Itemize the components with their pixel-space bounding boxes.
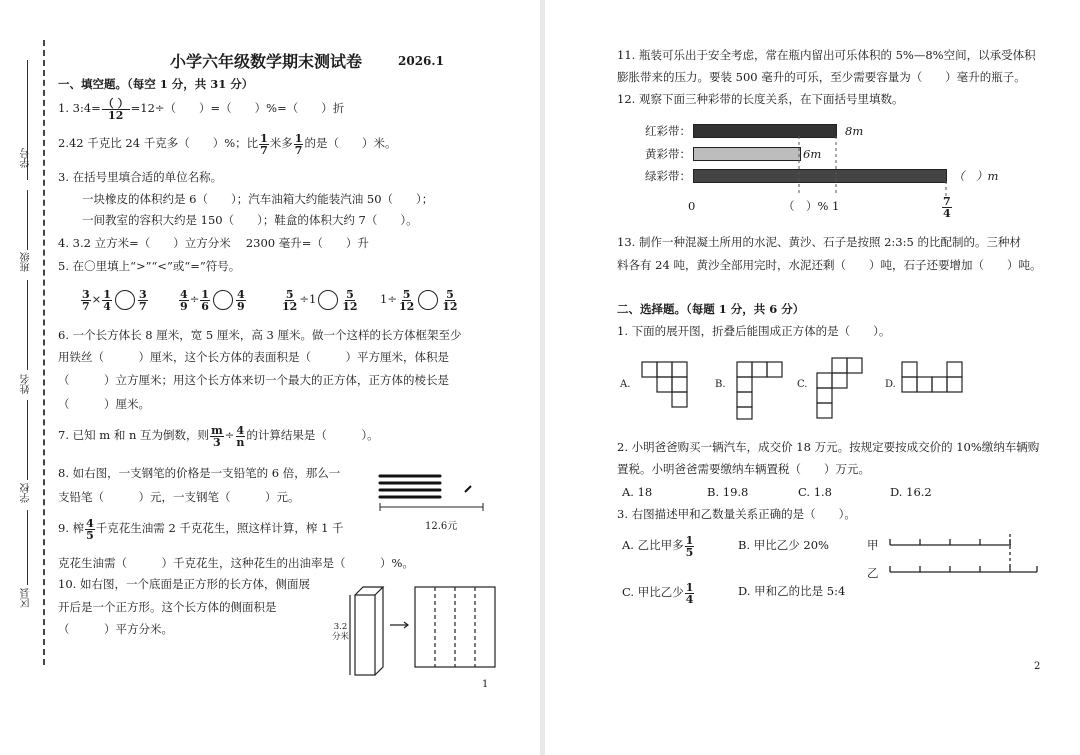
q5-3-frac-a [281,289,298,312]
q5-4-frac-a [398,289,415,312]
q5-2-b-num: 1 [201,287,209,301]
choice-2-option-a[interactable]: A. 18 [622,485,653,499]
c3-a-den: 5 [685,545,694,559]
q9-f-num: 4 [86,516,94,530]
q5-3-a-num: 5 [285,287,294,301]
axis-percent: （ ）% [783,199,829,213]
q7-fraction-2 [235,425,245,448]
question-10-line-3: （ ）平方分米。 [58,622,173,636]
choice-3-option-d[interactable]: D. 甲和乙的比是 5:4 [738,584,846,598]
question-9-line-1 [58,513,344,543]
ribbon-value-red: 8m [845,124,864,138]
net-d-figure [900,360,980,410]
q5-4-c-den: 12 [442,299,458,313]
choice-1-option-c[interactable]: C. [797,379,808,390]
exam-title: 小学六年级数学期末测试卷 [170,52,363,71]
axis-one: 1 [832,199,840,213]
net-c-figure [815,356,875,422]
answer-circle[interactable] [418,290,438,310]
choice-1-option-a[interactable]: A. [620,379,631,390]
q5-compare-4 [380,284,460,314]
q7-f2-num: 4 [236,423,245,437]
axis-f-num: 7 [943,195,951,208]
q5-1-b-den: 4 [103,299,111,313]
q5-4-a-num: 5 [402,287,411,301]
q7-fraction-1 [210,425,224,448]
q5-4-c-num: 5 [446,287,454,301]
q7-f2-den: n [236,435,245,449]
q9-fraction [85,518,95,541]
q2-f2-den: 7 [294,143,303,157]
question-5: 5. 在〇里填上“>”“<”或“=”符号。 [58,259,241,273]
q5-2-a-num: 4 [180,287,188,301]
choice-2-line-1: 2. 小明爸爸购买一辆汽车，成交价 18 万元。按规定要按成交价的 10%缴纳车辆购 [617,440,1040,454]
answer-circle[interactable] [115,290,135,310]
q2-f2-num: 1 [294,131,303,145]
pencil-icon [465,486,471,492]
question-8-line-1: 8. 如右图，一支钢笔的价格是一支铅笔的 6 倍，那么一 [58,466,341,480]
q2-text-a: 2.42 千克比 24 千克多（ ）%；比 [58,136,259,150]
question-2 [58,130,396,156]
q5-1-b-num: 1 [103,287,111,301]
question-9-line-2: 克花生油需（ ）千克花生，这种花生的出油率是（ ）%。 [58,556,414,570]
q7-f1-num: m [211,423,223,437]
q1-text-b: =12÷（ ）=（ ）%=（ ）折 [130,101,345,115]
unfolded-square [415,587,495,667]
choice-3: 3. 右图描述甲和乙数量关系正确的是（ ）。 [617,507,856,521]
question-13-line-2: 料各有 24 吨，黄沙全部用完时，水泥还剩（ ）吨，石子还要增加（ ）吨。 [617,258,1042,272]
q2-f1-num: 1 [260,131,268,145]
q5-3-c-den: 12 [342,299,358,313]
question-3: 3. 在括号里填合适的单位名称。 [58,170,223,184]
c3-c-den: 4 [685,592,694,606]
axis-fraction [941,196,953,219]
q5-3-frac-c [341,289,358,312]
question-7 [58,421,379,449]
q5-2-a-den: 9 [180,299,188,313]
q9-text-b: 千克花生油需 2 千克花生，照这样计算，榨 1 千 [95,521,344,535]
name-label: 姓名 [21,374,32,394]
q5-2-b-den: 6 [201,299,209,313]
cut-line [43,40,45,665]
page-number: 2 [1034,661,1041,672]
q9-f-den: 5 [86,528,94,542]
q7-op: ÷ [224,428,235,442]
q2-text-b: 米多 [269,136,293,150]
q7-text-a: 7. 已知 m 和 n 互为倒数，则 [58,428,210,442]
question-12: 12. 观察下面三种彩带的长度关系，在下面括号里填数。 [617,92,904,106]
pen-icons [380,476,440,497]
question-11-line-2: 膨胀带来的压力。要装 500 毫升的可乐，至少需要容量为（ ）毫升的瓶子。 [617,70,1026,84]
question-10-line-2: 开后是一个正方形。这个长方体的侧面积是 [58,600,277,614]
district-label: 区县 [21,588,32,608]
choice-3-option-c[interactable] [622,577,695,607]
q5-4-prefix: 1÷ [380,292,397,306]
ribbon-value-green: （ ）m [953,169,999,183]
choice-2-option-c[interactable]: C. 1.8 [798,485,832,499]
choice-2-line-2: 置税。小明爸爸需要缴纳车辆置税（ ）万元。 [617,462,870,476]
section-1-heading: 一、填空题。（每空 1 分，共 31 分） [58,77,254,91]
q2-fraction-2 [294,133,304,156]
q7-text-b: 的计算结果是（ ）。 [246,428,379,442]
ribbon-label-green: 绿彩带： [645,169,691,183]
binding-line [27,510,28,585]
q5-2-frac-c [236,289,246,312]
q5-compare-2 [178,284,247,314]
cuboid-height-label: 3.2 分米 [332,622,350,642]
section-2-heading: 二、选择题。（每题 1 分，共 6 分） [617,302,805,316]
question-6-line-4: （ ）厘米。 [58,397,150,411]
axis-zero: 0 [688,199,696,213]
price-label: 12.6元 [425,521,458,532]
q5-2-frac-b [200,289,210,312]
q5-3-op: ÷1 [299,292,317,306]
question-6-line-1: 6. 一个长方体长 8 厘米，宽 5 厘米，高 3 厘米。做一个这样的长方体框架至少 [58,328,462,342]
q5-1-c-den: 7 [138,299,147,313]
q2-fraction-1 [259,133,269,156]
q1-text-a: 1. 3:4= [58,101,101,115]
c3-c-text: C. 甲比乙少 [622,585,684,599]
q1-denominator: 12 [108,108,124,122]
ribbon-label-yellow: 黄彩带： [645,147,691,161]
student-id-label: 学号 [21,148,32,168]
q5-1-frac-b [102,289,112,312]
q5-2-frac-a [179,289,189,312]
choice-1-option-d[interactable]: D. [885,379,896,390]
q1-fraction [102,98,130,121]
ribbon-label-red: 红彩带： [645,124,691,138]
choice-3-option-b[interactable]: B. 甲比乙少 20% [738,538,829,552]
page-number: 1 [482,679,489,690]
jia-label: 甲 [867,538,879,552]
question-6-line-3: （ ）立方厘米；用这个长方体来切一个最大的正方体，正方体的棱长是 [58,373,449,387]
choice-1-option-b[interactable]: B. [715,379,726,390]
question-4: 4. 3.2 立方米=（ ）立方分米 2300 毫升=（ ）升 [58,236,369,250]
q2-text-c: 的是（ ）米。 [304,136,397,150]
answer-circle[interactable] [213,290,233,310]
c3-a-num: 1 [685,533,694,547]
q5-1-a-den: 7 [82,299,90,313]
question-8-line-2: 支铅笔（ ）元，一支钢笔（ ）元。 [58,490,300,504]
q5-compare-3 [280,284,360,314]
question-10-line-1: 10. 如右图，一个底面是正方形的长方体，侧面展 [58,577,310,591]
jia-yi-segment-figure [885,530,1025,580]
q5-2-c-den: 9 [236,299,245,313]
q5-2-op: ÷ [189,292,200,306]
q5-4-frac-c [441,289,458,312]
choice-2-option-b[interactable]: B. 19.8 [707,485,749,499]
q5-1-a-num: 3 [82,287,90,301]
school-label: 学校 [21,483,32,503]
question-11-line-1: 11. 瓶装可乐出于安全考虑，常在瓶内留出可乐体积的 5%—8%空间，以承受体积 [617,48,1036,62]
q5-1-frac-c [138,289,148,312]
net-a-figure [640,360,720,420]
choice-3-option-a[interactable] [622,530,695,560]
binding-line [27,190,28,250]
q9-text-a: 9. 榨 [58,521,85,535]
q1-numerator: （ ） [102,96,129,110]
choice-1: 1. 下面的展开图，折叠后能围成正方体的是（ ）。 [617,324,891,338]
question-13-line-1: 13. 制作一种混凝土所用的水泥、黄沙、石子是按照 2:3:5 的比配制的。三种材 [617,235,1021,249]
exam-date: 2026.1 [398,54,444,68]
q5-4-a-den: 12 [398,299,415,313]
q5-3-a-den: 12 [282,299,298,313]
q5-compare-1 [80,284,149,314]
c3-a-text: A. 乙比甲多 [622,538,684,552]
q5-1-op: × [91,292,102,306]
answer-circle[interactable] [318,290,338,310]
q7-f1-den: 3 [213,435,221,449]
q2-f1-den: 7 [260,143,268,157]
question-3-line-1: 一块橡皮的体积约是 6（ ）；汽车油箱大约能装汽油 50（ ）； [82,192,434,206]
cuboid-figure [330,580,500,680]
c3-c-num: 1 [685,580,694,594]
question-1 [58,96,344,121]
q5-3-c-num: 5 [346,287,354,301]
binding-line [27,280,28,370]
cuboid-front [355,595,375,675]
choice-2-option-d[interactable]: D. 16.2 [890,485,932,499]
q5-1-c-num: 3 [138,287,147,301]
class-label: 班级 [21,252,32,272]
question-6-line-2: 用铁丝（ ）厘米，这个长方体的表面积是（ ）平方厘米，体积是 [58,350,449,364]
binding-line [27,400,28,480]
axis-f-den: 4 [943,207,951,220]
q5-1-frac-a [81,289,91,312]
exam-page-2 [545,0,1080,755]
q5-2-c-num: 4 [236,287,245,301]
net-b-figure [735,360,795,420]
question-3-line-2: 一间教室的容积大约是 150（ ）；鞋盒的体积大约 7（ ）。 [82,213,418,227]
yi-label: 乙 [867,566,879,580]
ribbon-value-yellow: 6m [803,147,822,161]
